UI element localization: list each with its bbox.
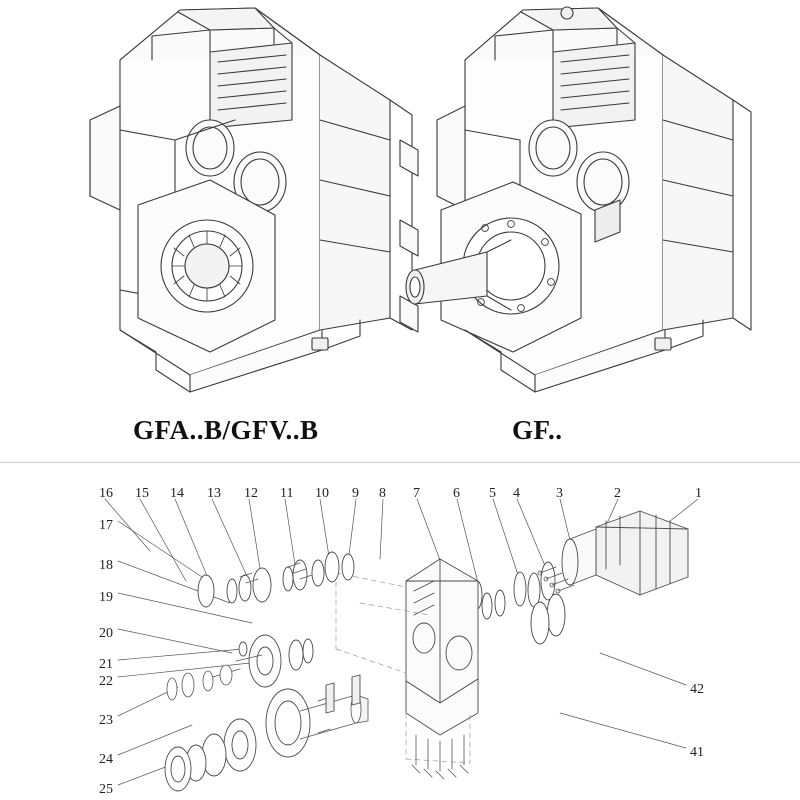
callout-5: 5 — [489, 486, 496, 501]
exploded-view-section — [0, 463, 800, 800]
callout-6: 6 — [453, 486, 460, 501]
callout-42: 42 — [690, 682, 704, 697]
callout-25: 25 — [99, 782, 113, 797]
callout-7: 7 — [413, 486, 420, 501]
callout-4: 4 — [513, 486, 520, 501]
callout-41: 41 — [690, 745, 704, 760]
exploded-gearbox-assembly-icon — [105, 499, 698, 791]
callout-17: 17 — [99, 518, 113, 533]
gearbox-isometric-outline-with-output-shaft-icon — [406, 7, 751, 392]
callout-10: 10 — [315, 486, 329, 501]
callout-18: 18 — [99, 558, 113, 573]
callout-14: 14 — [170, 486, 184, 501]
callout-21: 21 — [99, 657, 113, 672]
gearbox-isometric-outline-icon — [90, 8, 418, 392]
callout-9: 9 — [352, 486, 359, 501]
callout-3: 3 — [556, 486, 563, 501]
callout-19: 19 — [99, 590, 113, 605]
callout-23: 23 — [99, 713, 113, 728]
callout-8: 8 — [379, 486, 386, 501]
callout-15: 15 — [135, 486, 149, 501]
callout-11: 11 — [280, 486, 294, 501]
callout-12: 12 — [244, 486, 258, 501]
caption-left-drawing: GFA..B/GFV..B — [133, 415, 319, 445]
caption-right-drawing: GF.. — [512, 415, 563, 445]
callout-1: 1 — [695, 486, 702, 501]
callout-16: 16 — [99, 486, 113, 501]
callout-13: 13 — [207, 486, 221, 501]
callout-24: 24 — [99, 752, 113, 767]
gearbox-drawing-right — [395, 0, 755, 400]
callout-20: 20 — [99, 626, 113, 641]
gearbox-drawing-left — [60, 0, 420, 400]
callout-2: 2 — [614, 486, 621, 501]
callout-22: 22 — [99, 674, 113, 689]
